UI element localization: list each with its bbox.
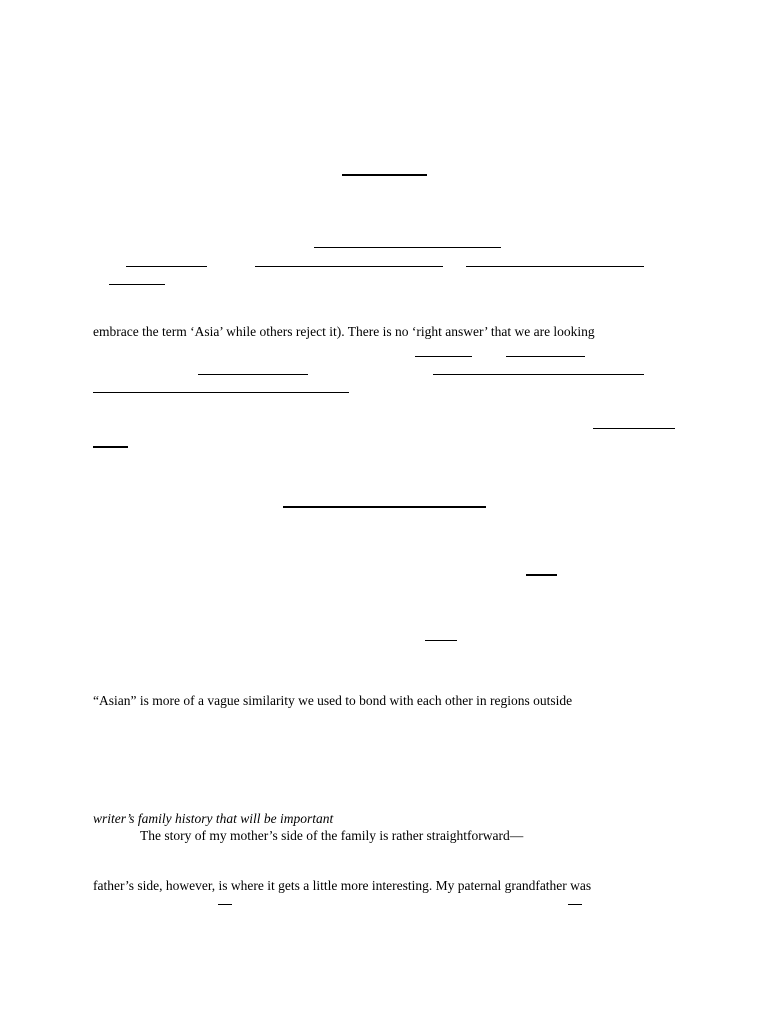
underline-mark <box>526 574 557 576</box>
underline-mark <box>466 266 644 267</box>
title-underline <box>342 174 427 176</box>
underline-mark <box>109 284 165 285</box>
dash-mark <box>568 904 582 905</box>
underline-mark <box>126 266 207 267</box>
body-text-line: father’s side, however, is where it gets a little more interesting. My paternal grandfather was <box>93 878 592 893</box>
underline-mark <box>198 374 308 375</box>
dash-mark <box>218 904 232 905</box>
body-text-line: “Asian” is more of a vague similarity we used to bond with each other in regions outside <box>93 693 573 708</box>
body-text-line: embrace the term ‘Asia’ while others reject it). There is no ‘right answer’ that we are looking <box>93 324 595 339</box>
underline-mark <box>593 428 675 429</box>
section-heading: writer’s family history that will be important <box>93 811 334 826</box>
underline-mark <box>255 266 443 267</box>
underline-mark <box>93 392 349 393</box>
heading-underline <box>283 506 486 508</box>
underline-mark <box>314 247 501 248</box>
underline-mark <box>415 356 472 357</box>
underline-mark <box>433 374 644 375</box>
underline-mark <box>93 446 128 448</box>
underline-mark <box>506 356 585 357</box>
paragraph-first-line: The story of my mother’s side of the family is rather straightforward— <box>140 828 524 843</box>
underline-mark <box>425 640 457 641</box>
